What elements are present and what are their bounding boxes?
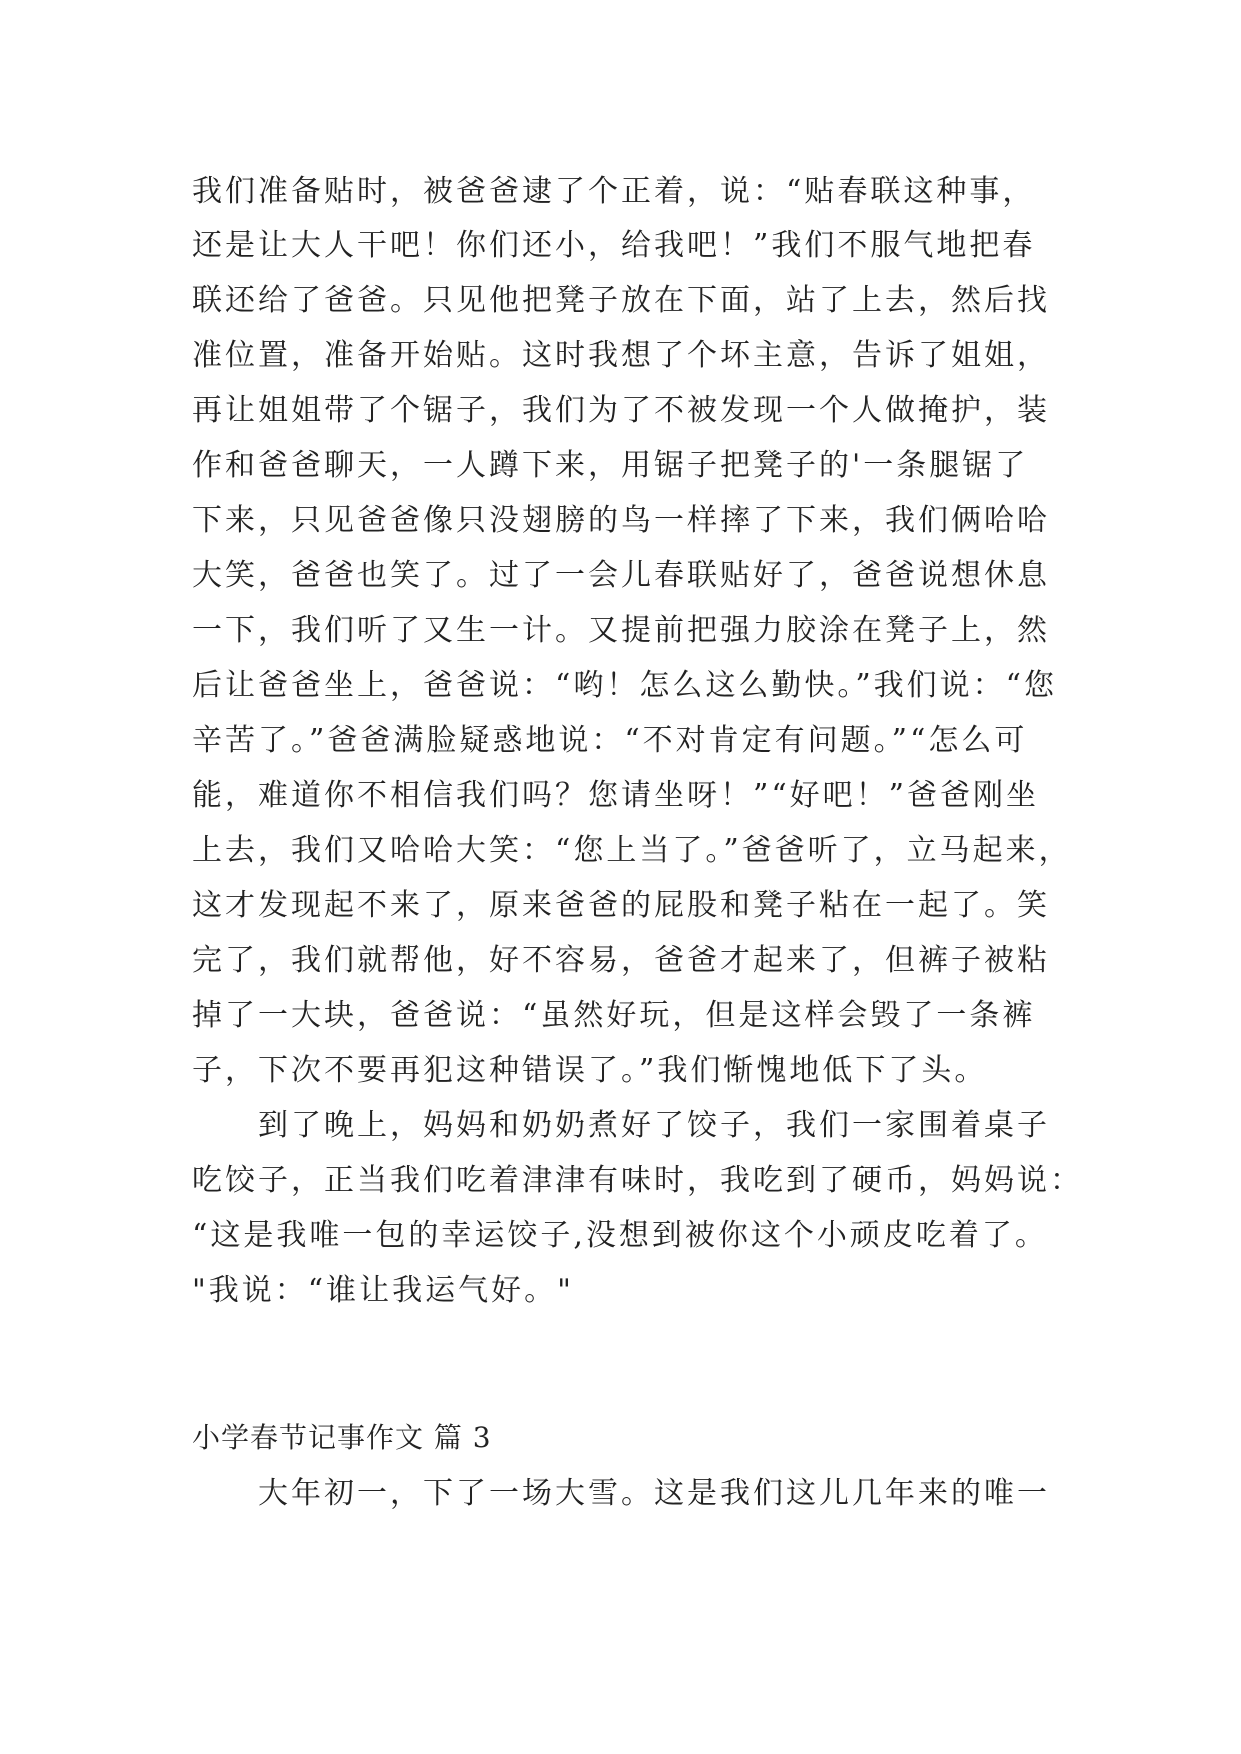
paragraph-3-line-1: 大年初一，下了一场大雪。这是我们这儿几年来的唯一: [192, 1476, 1050, 1511]
paragraph-1-line-12: 能，难道你不相信我们吗？您请坐呀！”“好吧！”爸爸刚坐: [192, 778, 1040, 813]
paragraph-1-line-1: 我们准备贴时，被爸爸逮了个正着，说：“贴春联这种事，: [192, 174, 1036, 209]
paragraph-1-line-15: 完了，我们就帮他，好不容易，爸爸才起来了，但裤子被粘: [192, 943, 1050, 978]
paragraph-2-line-3: “这是我唯一包的幸运饺子,没想到被你这个小顽皮吃着了。: [192, 1218, 1048, 1253]
paragraph-1-line-6: 作和爸爸聊天，一人蹲下来，用锯子把凳子的'一条腿锯了: [192, 448, 1029, 483]
paragraph-1-line-16: 掉了一大块，爸爸说：“虽然好玩，但是这样会毁了一条裤: [192, 998, 1036, 1033]
paragraph-1-line-5: 再让姐姐带了个锯子，我们为了不被发现一个人做掩护，装: [192, 393, 1050, 428]
paragraph-1-line-2: 还是让大人干吧！你们还小，给我吧！”我们不服气地把春: [192, 228, 1036, 263]
section-title: 小学春节记事作文 篇 3: [192, 1421, 492, 1454]
paragraph-1-line-7: 下来，只见爸爸像只没翅膀的鸟一样摔了下来，我们俩哈哈: [192, 503, 1050, 538]
paragraph-2-line-2: 吃饺子，正当我们吃着津津有味时，我吃到了硬币，妈妈说：: [192, 1163, 1083, 1198]
paragraph-1-line-17: 子，下次不要再犯这种错误了。”我们惭愧地低下了头。: [192, 1053, 988, 1088]
paragraph-1-line-4: 准位置，准备开始贴。这时我想了个坏主意，告诉了姐姐，: [192, 338, 1050, 373]
paragraph-1-line-9: 一下，我们听了又生一计。又提前把强力胶涂在凳子上，然: [192, 613, 1050, 648]
paragraph-1-line-13: 上去，我们又哈哈大笑：“您上当了。”爸爸听了，立马起来，: [192, 833, 1072, 868]
paragraph-1-line-11: 辛苦了。”爸爸满脸疑惑地说：“不对肯定有问题。”“怎么可: [192, 723, 1028, 758]
paragraph-1-line-14: 这才发现起不来了，原来爸爸的屁股和凳子粘在一起了。笑: [192, 888, 1050, 923]
paragraph-2-line-4: "我说：“谁让我运气好。": [192, 1273, 574, 1308]
paragraph-1-line-8: 大笑，爸爸也笑了。过了一会儿春联贴好了，爸爸说想休息: [192, 558, 1050, 593]
paragraph-2-line-1: 到了晚上，妈妈和奶奶煮好了饺子，我们一家围着桌子: [192, 1108, 1050, 1143]
paragraph-1-line-3: 联还给了爸爸。只见他把凳子放在下面，站了上去，然后找: [192, 283, 1050, 318]
paragraph-1-line-10: 后让爸爸坐上，爸爸说：“哟！怎么这么勤快。”我们说：“您: [192, 668, 1058, 703]
